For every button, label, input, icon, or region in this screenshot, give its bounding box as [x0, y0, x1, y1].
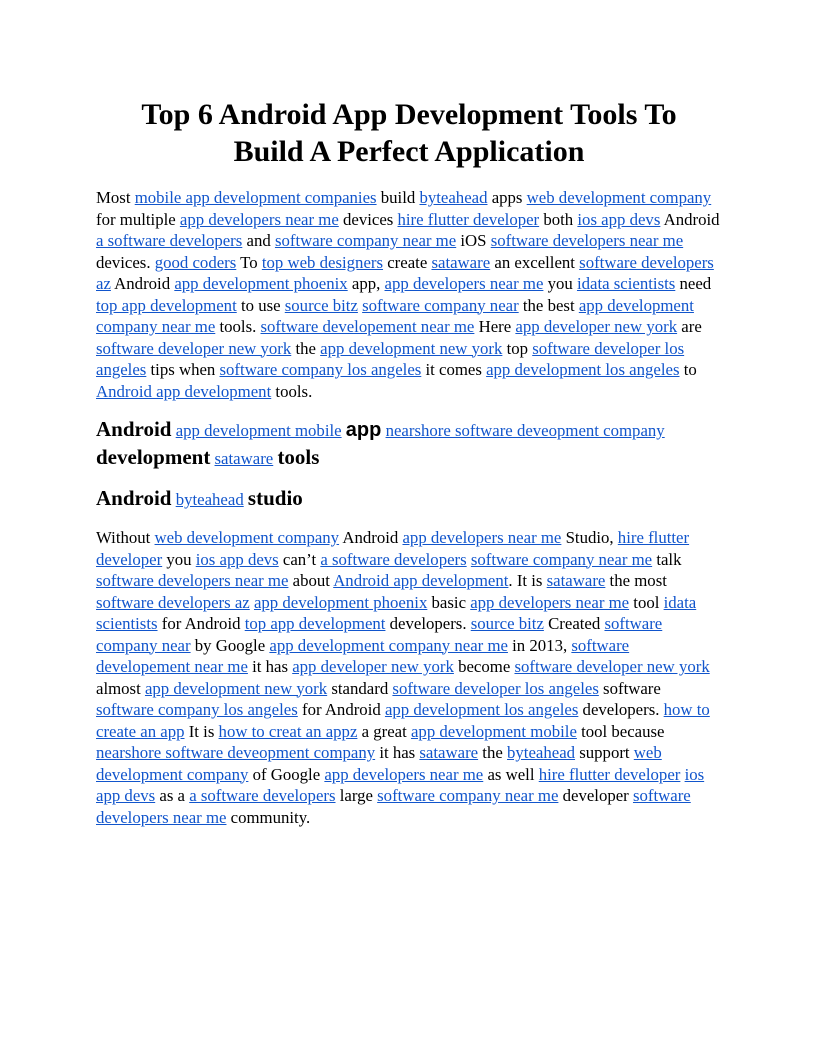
text-run: the: [478, 743, 508, 762]
inline-link[interactable]: web development company: [154, 528, 340, 547]
text-run: by Google: [190, 635, 270, 655]
text-run: and: [242, 231, 275, 250]
section-heading-tools: [96, 416, 722, 472]
text-run: top: [502, 338, 533, 358]
text-run: tips when: [146, 360, 220, 379]
heading-word: Android: [96, 417, 172, 441]
text-run: software: [598, 678, 661, 698]
heading-word: development: [96, 445, 211, 469]
text-run: apps: [487, 188, 527, 207]
text-run: . It is: [508, 571, 547, 590]
text-run: standard: [327, 678, 393, 698]
studio-paragraph: [96, 527, 722, 828]
text-run: developer: [558, 786, 633, 805]
inline-link[interactable]: Android app development: [96, 381, 272, 401]
inline-link[interactable]: source bitz: [470, 614, 544, 633]
inline-link[interactable]: software developement near me: [260, 317, 475, 336]
inline-link[interactable]: app development new york: [320, 338, 503, 358]
inline-link[interactable]: Android app development: [333, 571, 509, 590]
inline-link[interactable]: sataware: [419, 743, 479, 762]
inline-link[interactable]: software developers az: [96, 592, 250, 612]
inline-link[interactable]: top web designers: [261, 252, 384, 272]
inline-link[interactable]: software developer los angeles: [96, 338, 685, 379]
inline-link[interactable]: hire flutter developer: [96, 528, 690, 569]
inline-link[interactable]: app development phoenix: [253, 592, 428, 612]
text-run: build: [376, 188, 420, 207]
text-run: Studio,: [561, 528, 618, 547]
inline-link[interactable]: good coders: [154, 252, 237, 272]
text-run: it has: [247, 657, 293, 676]
inline-link[interactable]: software company near me: [274, 231, 457, 250]
inline-link[interactable]: app development mobile: [175, 421, 342, 440]
heading-word: app: [345, 419, 382, 441]
text-run: developers.: [578, 700, 664, 719]
intro-paragraph: [96, 187, 722, 402]
inline-link[interactable]: idata scientists: [96, 592, 697, 633]
text-run: as a: [155, 786, 190, 805]
inline-link[interactable]: app development new york: [144, 678, 328, 698]
inline-link[interactable]: software developer new york: [514, 657, 710, 676]
text-run: for Android: [157, 614, 245, 633]
inline-link[interactable]: software company los angeles: [219, 360, 422, 379]
inline-link[interactable]: sataware: [546, 571, 606, 590]
text-run: tool because: [576, 721, 665, 741]
inline-link[interactable]: a software developers: [189, 786, 336, 805]
inline-link[interactable]: byteahead: [175, 490, 244, 509]
text-run: can’t: [278, 549, 321, 569]
text-run: iOS: [456, 231, 491, 250]
inline-link[interactable]: mobile app development companies: [134, 188, 377, 207]
inline-link[interactable]: app development company near me: [269, 635, 508, 655]
inline-link[interactable]: hire flutter developer: [397, 209, 540, 229]
document-page: [96, 96, 722, 828]
text-run: Most: [96, 188, 135, 207]
inline-link[interactable]: app developers near me: [179, 209, 339, 229]
inline-link[interactable]: software company los angeles: [96, 700, 298, 719]
text-run: it has: [375, 743, 420, 762]
inline-link[interactable]: software developers near me: [96, 571, 289, 590]
text-run: it comes: [421, 360, 487, 379]
inline-link[interactable]: sataware: [214, 449, 274, 468]
inline-link[interactable]: ios app devs: [577, 209, 661, 229]
text-run: tools.: [215, 317, 261, 336]
inline-link[interactable]: software company near: [96, 614, 663, 655]
text-run: need: [675, 274, 712, 293]
inline-link[interactable]: a software developers: [96, 231, 243, 250]
section-heading-studio: [96, 485, 722, 513]
page-title: Top 6 Android App Development Tools To Build A Perfect Application: [141, 98, 677, 168]
inline-link[interactable]: a software developers: [320, 549, 467, 569]
inline-link[interactable]: ios app devs: [195, 549, 279, 569]
text-run: Here: [474, 317, 516, 336]
text-run: community.: [226, 807, 311, 827]
text-run: you: [543, 274, 577, 293]
inline-link[interactable]: software developers near me: [490, 231, 684, 250]
text-run: app,: [347, 274, 385, 293]
inline-link[interactable]: software company near me: [470, 549, 653, 569]
inline-link[interactable]: app developers near me: [402, 528, 562, 547]
inline-link[interactable]: sataware: [431, 252, 491, 272]
text-run: talk: [652, 549, 682, 569]
inline-link[interactable]: software company near me: [377, 786, 559, 805]
text-run: are: [677, 317, 702, 336]
inline-link[interactable]: hire flutter developer: [538, 764, 681, 784]
inline-link[interactable]: app development los angeles: [384, 700, 579, 719]
inline-link[interactable]: software developers near me: [96, 786, 691, 827]
text-run: for multiple: [96, 209, 180, 229]
inline-link[interactable]: nearshore software deveopment company: [385, 421, 665, 440]
text-run: almost: [96, 678, 145, 698]
text-run: large: [335, 786, 378, 805]
text-run: the most: [605, 571, 667, 590]
inline-link[interactable]: top app development: [244, 614, 386, 633]
text-run: Android: [339, 528, 403, 547]
heading-word: Android: [96, 486, 172, 510]
text-run: in 2013,: [507, 635, 572, 655]
text-run: of Google: [248, 764, 325, 784]
text-run: To: [236, 252, 262, 272]
inline-link[interactable]: app developers near me: [384, 274, 544, 293]
inline-link[interactable]: app developers near me: [324, 764, 484, 784]
text-run: both: [539, 209, 578, 229]
text-run: the best: [518, 295, 579, 315]
inline-link[interactable]: top app development: [96, 295, 237, 315]
inline-link[interactable]: app development phoenix: [174, 274, 348, 293]
inline-link[interactable]: software developer los angeles: [392, 678, 599, 698]
inline-link[interactable]: software developement near me: [96, 635, 630, 676]
inline-link[interactable]: app developer new york: [515, 317, 678, 336]
text-run: create: [383, 252, 432, 272]
text-run: as well: [483, 764, 539, 784]
inline-link[interactable]: app developers near me: [470, 592, 630, 612]
text-run: about: [288, 571, 334, 590]
text-run: tools.: [271, 381, 313, 401]
heading-word: studio: [247, 486, 303, 510]
heading-word: tools: [277, 445, 320, 469]
text-run: basic: [427, 592, 471, 612]
inline-link[interactable]: software developer new york: [96, 338, 292, 358]
text-run: to: [679, 360, 697, 379]
text-run: Created: [543, 614, 605, 633]
text-run: a great: [357, 721, 411, 741]
text-run: to use: [236, 295, 285, 315]
text-run: developers.: [385, 614, 471, 633]
text-run: Android: [660, 209, 720, 229]
text-run: the: [291, 338, 321, 358]
text-run: for Android: [297, 700, 385, 719]
text-run: tool: [629, 592, 664, 612]
inline-link[interactable]: software company near: [362, 295, 519, 315]
text-run: It is: [184, 721, 219, 741]
text-run: an excellent: [490, 252, 580, 272]
inline-link[interactable]: how to creat an appz: [218, 721, 358, 741]
text-run: support: [575, 743, 634, 762]
inline-link[interactable]: byteahead: [419, 188, 488, 207]
inline-link[interactable]: app development los angeles: [486, 360, 680, 379]
inline-link[interactable]: source bitz: [284, 295, 358, 315]
inline-link[interactable]: idata scientists: [576, 274, 676, 293]
text-run: Android: [110, 274, 175, 293]
inline-link[interactable]: app development mobile: [410, 721, 577, 741]
text-run: become: [453, 657, 515, 676]
inline-link[interactable]: web development company: [526, 188, 712, 207]
inline-link[interactable]: app developer new york: [292, 657, 454, 676]
inline-link[interactable]: ios app devs: [96, 764, 705, 805]
inline-link[interactable]: web development company: [96, 743, 662, 784]
inline-link[interactable]: byteahead: [507, 743, 576, 762]
text-run: Without: [96, 528, 155, 547]
text-run: devices: [338, 209, 398, 229]
text-run: devices.: [96, 252, 155, 272]
inline-link[interactable]: nearshore software deveopment company: [96, 743, 376, 762]
text-run: you: [162, 549, 196, 569]
inline-link[interactable]: software developers az: [96, 252, 714, 293]
inline-link[interactable]: how to create an app: [96, 700, 710, 741]
inline-link[interactable]: app development company near me: [96, 295, 694, 336]
